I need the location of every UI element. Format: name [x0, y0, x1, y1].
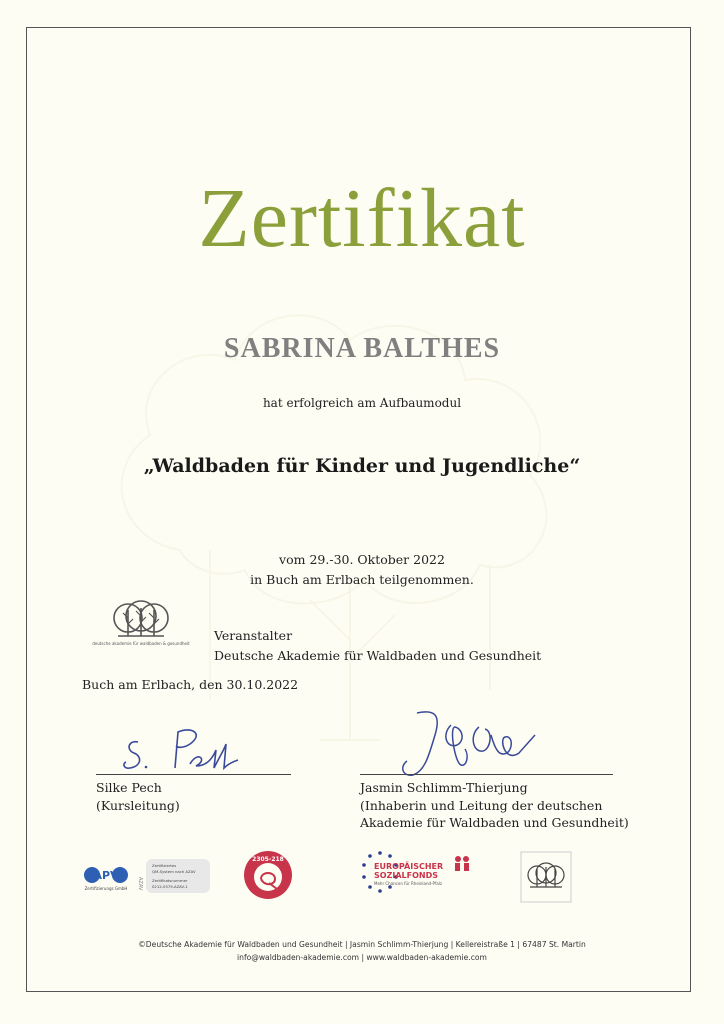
tree-watermark: [60, 220, 660, 780]
esf-line1: EUROPÄISCHER: [374, 862, 444, 871]
intro-text: hat erfolgreich am Aufbaumodul: [262, 396, 462, 410]
quality-seal-badge: [239, 849, 297, 901]
footer-contact: info@waldbaden-akademie.com | www.waldbaden-akademie.com: [237, 953, 487, 962]
organizer-name: Deutsche Akademie für Waldbaden und Gesundheit: [214, 648, 542, 663]
apv-azav-badge: [80, 857, 212, 895]
azav-line4: 0212-0579-AZAV-1: [152, 884, 188, 889]
esf-line3: Mehr Chancen für Rheinland-Pfalz: [374, 881, 442, 886]
signer-left-name: Silke Pech: [96, 780, 162, 795]
course-title: „Waldbaden für Kinder und Jugendliche“: [143, 455, 581, 477]
signer-right-name: Jasmin Schlimm-Thierjung: [360, 780, 528, 795]
esf-line2: SOZIALFONDS: [374, 871, 438, 880]
signer-right: [360, 779, 629, 832]
footer: [0, 938, 724, 964]
signature-line-left: [96, 774, 291, 775]
signer-left-role: (Kursleitung): [96, 797, 180, 813]
place-line: in Buch am Erlbach teilgenommen.: [250, 572, 474, 587]
azav-letters: AZAV: [137, 877, 143, 891]
azav-line2: QM-System nach AZAV: [152, 869, 196, 874]
issue-place-date: Buch am Erlbach, den 30.10.2022: [82, 677, 299, 692]
signer-right-role-line2: Akademie für Waldbaden und Gesundheit): [360, 815, 629, 830]
apv-logo-text: APV: [93, 869, 119, 882]
date-line: vom 29.-30. Oktober 2022: [279, 552, 445, 567]
signer-right-role-line1: (Inhaberin und Leitung der deutschen: [360, 797, 603, 813]
azav-line1: Zertifiziertes: [152, 863, 177, 868]
signature-silke-pech: [120, 720, 250, 778]
certificate-title: Zertifikat: [198, 172, 526, 265]
apv-sub-text: Zertifizierungs GmbH: [84, 886, 128, 891]
signature-line-right: [360, 774, 613, 775]
signer-left: [96, 779, 180, 814]
quality-seal-number: 2305-218: [252, 856, 284, 863]
signature-jasmin-schlimm-thierjung: [395, 705, 545, 783]
azav-line3: Zertifikatsnummer: [152, 878, 188, 883]
organizer-block: [214, 626, 541, 666]
academy-logo: [92, 596, 190, 658]
footer-address: ©Deutsche Akademie für Waldbaden und Gesundheit | Jasmin Schlimm-Thierjung | Kellereistraße 1 | 67487 St. Martin: [138, 940, 586, 949]
esf-badge: [360, 845, 480, 903]
course-dates: [0, 550, 724, 590]
academy-logo-text: deutsche akademie für waldbaden & gesundheit: [92, 641, 190, 646]
organizer-label: Veranstalter: [214, 628, 293, 643]
recipient-name: SABRINA BALTHES: [223, 333, 501, 364]
academy-small-logo: [520, 851, 572, 903]
